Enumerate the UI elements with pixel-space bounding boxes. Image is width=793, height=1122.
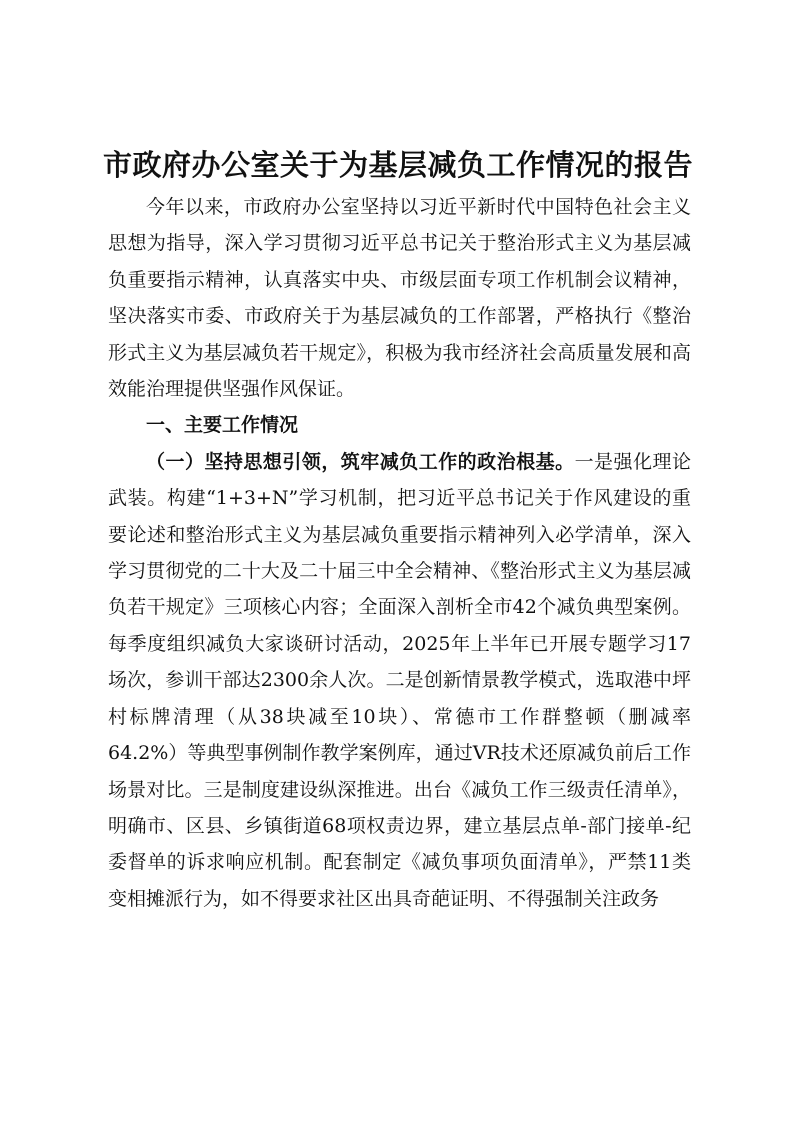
subsection-heading: （一）坚持思想引领，筑牢减负工作的政治根基。 [146, 450, 575, 473]
intro-paragraph: 今年以来，市政府办公室坚持以习近平新时代中国特色社会主义思想为指导，深入学习贯彻习近平总书记关于整治形式主义为基层减负重要指示精神，认真落实中央、市级层面专项工作机制会议精神，坚决落实市委、市政府关于为基层减负的工作部署，严格执行《整治形式主义为基层减负若干规定》，积极为我市经济社会高质量发展和高效能治理提供坚强作风保证。 [108, 196, 691, 401]
section-heading: 一、主要工作情况 [146, 414, 299, 437]
document-body [108, 189, 691, 917]
document-title: 市政府办公室关于为基层减负工作情况的报告 [102, 148, 693, 182]
section-paragraph [108, 444, 691, 917]
subsection-text: 一是强化理论武装。构建“1+3+N”学习机制，把习近平总书记关于作风建设的重要论述和整治形式主义为基层减负重要指示精神列入必学清单，深入学习贯彻党的二十大及二十届三中全会精神、《整治形式主义为基层减负若干规定》三项核心内容；全面深入剖析全市42个减负典型案例。每季度组织减负大家谈研讨活动，2025年上半年已开展专题学习17场次，参训干部达2300余人次。二是创新情景教学模式，选取港中坪村标牌清理（从38块减至10块）、常德市工作群整顿（删减率64.2%）等典型事例制作教学案例库，通过VR技术还原减负前后工作场景对比。三是制度建设纵深推进。出台《减负工作三级责任清单》，明确市、区县、乡镇街道68项权责边界，建立基层点单-部门接单-纪委督单的诉求响应机制。配套制定《减负事项负面清单》，严禁11类变相摊派行为，如不得要求社区出具奇葩证明、不得强制关注政务 [108, 450, 691, 910]
